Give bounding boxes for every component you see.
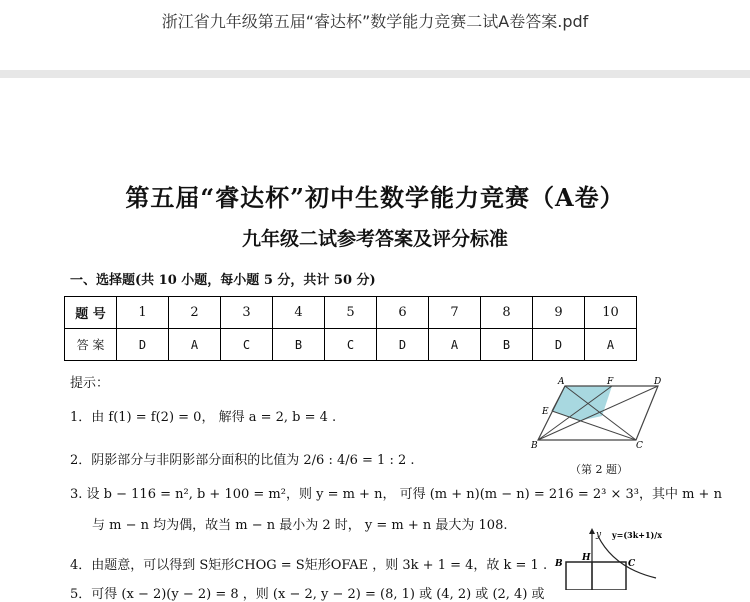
- question-number-cell: 10: [585, 297, 637, 329]
- label-B: B: [531, 441, 538, 451]
- answer-cell: D: [117, 329, 169, 361]
- label-C: C: [628, 559, 636, 569]
- label-A: A: [558, 377, 565, 387]
- answer-cell: C: [325, 329, 377, 361]
- answer-cell: B: [481, 329, 533, 361]
- hints-label: 提示：: [70, 376, 110, 391]
- label-D: D: [654, 377, 662, 387]
- header-label-cell: 题 号: [65, 297, 117, 329]
- label-B: B: [555, 559, 563, 569]
- curve-formula: y=(3k+1)/x: [612, 530, 662, 540]
- answer-cell: A: [169, 329, 221, 361]
- label-E: E: [542, 407, 549, 417]
- answer-cell: D: [377, 329, 429, 361]
- question-number-cell: 1: [117, 297, 169, 329]
- answer-table-header-row: [65, 297, 637, 329]
- question-number-cell: 8: [481, 297, 533, 329]
- hint-5: 5．可得 (x − 2)(y − 2) = 8 ，则 (x − 2, y − 2) = (8, 1) 或 (4, 2) 或 (2, 4) 或: [70, 587, 545, 602]
- figure-4-diagram: [552, 526, 662, 590]
- answer-table: [64, 296, 637, 361]
- section-heading: 一、选择题(共 10 小题，每小题 5 分，共计 50 分): [70, 273, 376, 288]
- shaded-region: [552, 386, 612, 421]
- question-number-cell: 2: [169, 297, 221, 329]
- page-subtitle: 九年级二试参考答案及评分标准: [241, 228, 508, 250]
- answer-cell: B: [273, 329, 325, 361]
- answer-cell: D: [533, 329, 585, 361]
- hint-3-line-2: 与 m − n 均为偶，故当 m − n 最小为 2 时， y = m + n 最大为 108.: [92, 518, 508, 533]
- page-title: 第五届“睿达杯”初中生数学能力竞赛（A卷）: [125, 183, 625, 212]
- figure-2-diagram: [530, 376, 665, 451]
- answer-cell: A: [585, 329, 637, 361]
- question-number-cell: 5: [325, 297, 377, 329]
- hint-3-line-1: 3. 设 b − 116 = n², b + 100 = m²，则 y = m + n， 可得 (m + n)(m − n) = 216 = 2³ × 3³，其中 m + n: [70, 487, 722, 502]
- viewer-header: [0, 0, 750, 70]
- answer-cell: A: [429, 329, 481, 361]
- document-filename: 浙江省九年级第五届“睿达杯”数学能力竞赛二试A卷答案.pdf: [161, 12, 589, 31]
- label-F: F: [607, 377, 614, 387]
- label-H: H: [582, 553, 591, 563]
- page-separator: [0, 70, 750, 78]
- figure-2-caption: （第 2 题）: [570, 463, 628, 476]
- hint-2: 2．阴影部分与非阴影部分面积的比值为 2/6 : 4/6 = 1 : 2 .: [70, 453, 415, 468]
- axis-label-y: y: [596, 530, 602, 540]
- question-number-cell: 9: [533, 297, 585, 329]
- answer-table-answer-row: [65, 329, 637, 361]
- hint-4: 4．由题意，可以得到 S矩形CHOG = S矩形OFAE ，则 3k + 1 = 4，故 k = 1 .: [70, 558, 548, 573]
- hint-1: 1．由 f(1) = f(2) = 0， 解得 a = 2, b = 4 .: [70, 410, 337, 425]
- answer-cell: C: [221, 329, 273, 361]
- question-number-cell: 7: [429, 297, 481, 329]
- label-C: C: [636, 441, 643, 451]
- answer-label-cell: 答 案: [65, 329, 117, 361]
- question-number-cell: 6: [377, 297, 429, 329]
- question-number-cell: 4: [273, 297, 325, 329]
- pdf-page: [0, 78, 750, 602]
- question-number-cell: 3: [221, 297, 273, 329]
